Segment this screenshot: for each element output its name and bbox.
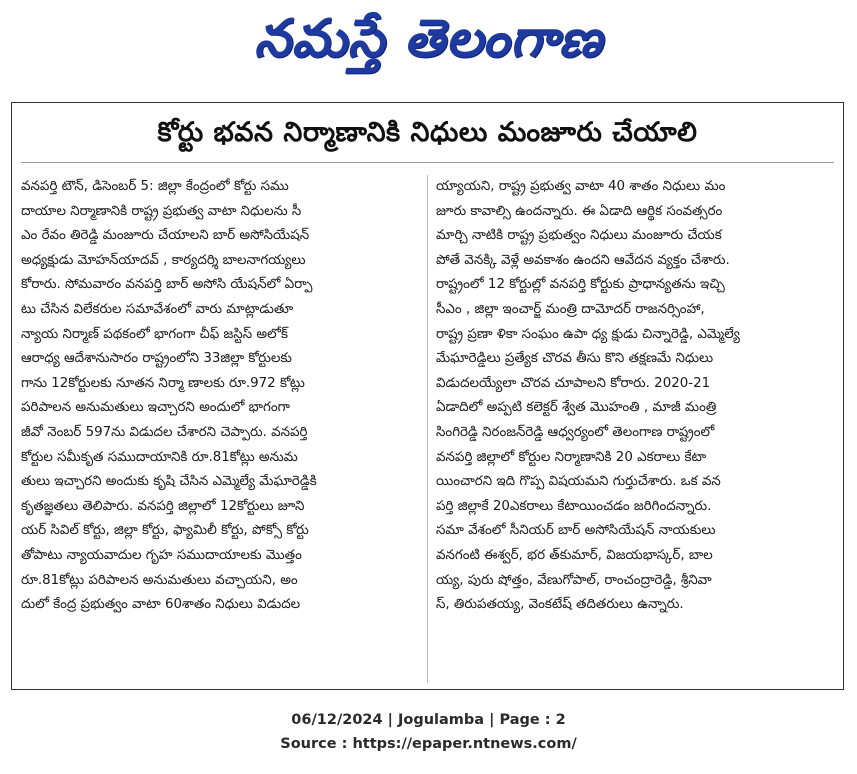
article-text-line: పర్తి జిల్లాకే 20ఎకరాలు కేటాయించడం జరిగిందన్నారు. [436,498,712,514]
article-text-line: జీవో నెంబర్ 597ను విడుదల చేశారని చెప్పారు. వనపర్తి [21,424,308,440]
article-text-line: సమా వేశంలో సీనియర్ బార్ అసోసియేషన్ నాయకులు [436,523,716,539]
article-clipping [11,102,844,690]
article-text-line: పరిపాలన అనుమతులు ఇచ్చారని అందులో భాగంగా [21,400,290,416]
article-text-line: న్యాయ నిర్మాణ్ పథకంలో భాగంగా చీఫ్ జస్టిస్ అలోక్ [21,326,288,342]
article-text-line: ఏడాదిలో అప్పటి కలెక్టర్ శ్వేత మొహంతి , మాజీ మంత్రి [436,400,717,416]
article-text-line: అధ్యక్షుడు మోహన్‌యాదవ్ , కార్యదర్శి బాలనాగయ్యలు [21,252,306,268]
article-text-line: య్య, పురు షోత్తం, వేణుగోపాల్, రాంచంద్రారెడ్డి, శ్రీనివా [436,572,712,588]
article-text-line: విడుదలయ్యేలా చొరవ చూపాలని కోరారు. 2020-21 [436,375,711,391]
article-column-right [436,175,836,618]
article-text-line: కోరారు. సోమవారం వనపర్తి బార్ అసోసి యేషన్‌లో ఏర్పా [21,277,313,293]
article-text-line: పోతే వెనక్కి వెళ్లే అవకాశం ఉందని ఆవేదన వ్యక్తం చేశారు. [436,252,730,268]
footer-edition-info: 06/12/2024 | Jogulamba | Page : 2 [291,712,566,728]
article-text-line: య్యాయని, రాష్ట్ర ప్రభుత్వ వాటా 40 శాతం నిధులు మం [436,179,726,194]
article-text-line: మార్చి నాటికి రాష్ట్ర ప్రభుత్వం నిధులు మంజూరు చేయక [436,228,722,244]
article-text-line: సింగిరెడ్డి నిరంజన్‌రెడ్డి ఆధ్వర్యంలో తెలంగాణ రాష్ట్రంలో [436,424,715,440]
article-text-line: రాష్ట్ర ప్రణా ళికా సంఘం ఉపా ధ్య క్షుడు చిన్నారెడ్డి, ఎమ్మెల్యే [436,326,740,342]
article-text-line: ఎం రేవం తిరెడ్డి మంజూరు చేయాలని బార్ అసోసియేషన్ [21,228,310,244]
article-text-line: వనపర్తి జిల్లాలో కోర్టుల నిర్మాణానికి 20 ఎకరాలు కేటా [436,449,707,465]
article-text-line: వనగంటి ఈశ్వర్, భర త్‌కుమార్, విజయభాస్కర్, బాల [436,547,713,563]
article-text-line: కృతజ్ఞతలు తెలిపారు. వనపర్తి జిల్లాలో 12కోర్టులు జూని [21,498,305,514]
article-text-line: తులు ఇచ్చారని అందుకు కృషి చేసిన ఎమ్మెల్యే మేఘారెడ్డికి [21,474,317,490]
article-text-line: రాష్ట్రంలో 12 కోర్టుల్లో వనపర్తి కోర్టుకు ప్రాధాన్యతను ఇచ్చి [436,277,725,293]
article-text-line: సీఎం , జిల్లా ఇంచార్జ్ మంత్రి దామోదర్ రాజనర్సింహా, [436,301,705,317]
headline-box [21,110,834,163]
article-text-line: దాయాల నిర్మాణానికి రాష్ట్ర ప్రభుత్వ వాటా నిధులను సీ [21,203,302,219]
column-divider [427,175,428,683]
article-text-line: స్, తిరుపతయ్య, వెంకటేష్ తదితరులు ఉన్నారు. [436,597,684,613]
article-text-line: యర్ సివిల్ కోర్టు, జిల్లా కోర్టు, ఫ్యామిలీ కోర్టు, పోక్సో కోర్టు [21,523,309,539]
article-text-line: వనపర్తి టౌన్, డిసెంబర్ 5: జిల్లా కేంద్రంలో కోర్టు సము [21,179,289,194]
article-text-line: తోపాటు న్యాయవాదుల గృహ సముదాయాలకు మొత్తం [21,547,302,563]
article-text-line: మేఘారెడ్డిలు ప్రత్యేక చొరవ తీసు కొని తక్షణమే నిధులు [436,351,714,367]
article-text-line: టు చేసిన విలేకరుల సమావేశంలో వారు మాట్లాడుతూ [21,301,294,317]
article-text-line: దులో కేంద్ర ప్రభుత్వం వాటా 60శాతం నిధులు విడుదల [21,597,301,613]
article-text-line: గాను 12కోర్టులకు నూతన నిర్మా ణాలకు రూ.972 కోట్లు [21,375,305,391]
masthead [0,0,857,90]
article-text-line: రూ.81కోట్లు పరిపాలన అనుమతులు వచ్చాయని, అం [21,572,298,588]
article-column-left [21,175,418,618]
article-text-line: జూరు కావాల్సి ఉందన్నారు. ఈ ఏడాది ఆర్థిక సంవత్సరం [436,203,723,219]
footer [0,708,857,756]
article-text-line: యించారని ఇది గొప్ప విషయమని గుర్తుచేశారు. ఒక వన [436,474,721,490]
article-headline: కోర్టు భవన నిర్మాణానికి నిధులు మంజూరు చేయాలి [157,117,698,148]
article-text-line: ఆరాధ్య ఆదేశానుసారం రాష్ట్రంలోని 33జిల్లా కోర్టులకు [21,351,292,367]
footer-source-link[interactable]: Source : https://epaper.ntnews.com/ [280,736,577,752]
article-text-line: కోర్టుల సమీకృత సముదాయానికి రూ.81కోట్లు అనుమ [21,449,298,465]
newspaper-logo: నమస్తే తెలంగాణ [254,8,603,69]
